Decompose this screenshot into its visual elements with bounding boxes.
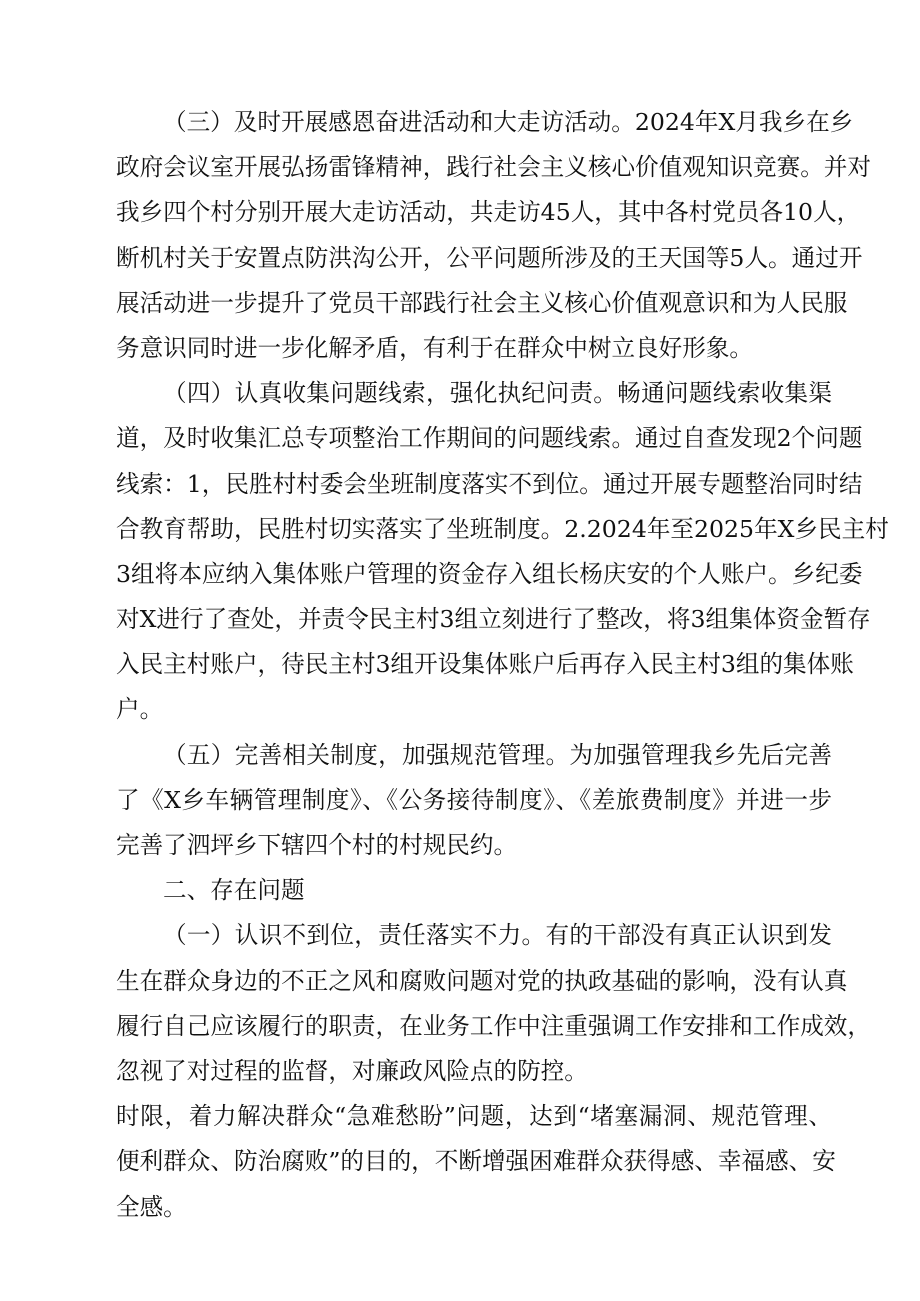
closing-paragraph-line-2: 便利群众、防治腐败”的目的，不断增强困难群众获得感、幸福感、安	[116, 1147, 836, 1176]
paragraph-4-line-8: 户。	[116, 695, 164, 724]
problem-1-line-4: 忽视了对过程的监督，对廉政风险点的防控。	[116, 1056, 588, 1085]
paragraph-3-line-6: 务意识同时进一步化解矛盾，有利于在群众中树立良好形象。	[116, 333, 754, 362]
problem-1-line-2: 生在群众身边的不正之风和腐败问题对党的执政基础的影响，没有认真	[116, 966, 848, 995]
problem-1-line-3: 履行自己应该履行的职责，在业务工作中注重强调工作安排和工作成效，	[116, 1011, 871, 1040]
document-body	[116, 100, 889, 1230]
problem-1-line-1: （一）认识不到位，责任落实不力。有的干部没有真正认识到发	[163, 921, 832, 950]
paragraph-4-line-2: 道，及时收集汇总专项整治工作期间的问题线索。通过自查发现2个问题	[116, 424, 863, 453]
paragraph-3-line-3: 我乡四个村分别开展大走访活动，共走访45人，其中各村党员各10人，	[116, 198, 861, 227]
paragraph-5-line-2: 了《X乡车辆管理制度》、《公务接待制度》、《差旅费制度》并进一步	[116, 785, 832, 814]
paragraph-4-line-4: 合教育帮助，民胜村切实落实了坐班制度。2.2024年至2025年X乡民主村	[116, 514, 889, 543]
paragraph-5-line-1: （五）完善相关制度，加强规范管理。为加强管理我乡先后完善	[163, 740, 832, 769]
paragraph-5-line-3: 完善了泗坪乡下辖四个村的村规民约。	[116, 831, 518, 859]
paragraph-3-line-2: 政府会议室开展弘扬雷锋精神，践行社会主义核心价值观知识竞赛。并对	[116, 153, 871, 182]
paragraph-4-line-1: （四）认真收集问题线索，强化执纪问责。畅通问题线索收集渠	[163, 379, 832, 408]
section-heading-problems: 二、存在问题	[163, 876, 305, 905]
paragraph-4-line-6: 对X进行了查处，并责令民主村3组立刻进行了整改，将3组集体资金暂存	[116, 605, 871, 634]
paragraph-4-line-3: 线索：1，民胜村村委会坐班制度落实不到位。通过开展专题整治同时结	[116, 469, 863, 498]
paragraph-3-line-1: （三）及时开展感恩奋进活动和大走访活动。2024年X月我乡在乡	[163, 108, 854, 136]
paragraph-4-line-7: 入民主村账户，待民主村3组开设集体账户后再存入民主村3组的集体账	[116, 650, 854, 679]
paragraph-3-line-5: 展活动进一步提升了党员干部践行社会主义核心价值观意识和为人民服	[116, 288, 848, 317]
closing-paragraph-line-1: 时限，着力解决群众“急难愁盼”问题，达到“堵塞漏洞、规范管理、	[116, 1102, 832, 1131]
paragraph-3-line-4: 断机村关于安置点防洪沟公开，公平问题所涉及的王天国等5人。通过开	[116, 243, 863, 272]
closing-paragraph-line-3: 全感。	[116, 1192, 187, 1221]
paragraph-4-line-5: 3组将本应纳入集体账户管理的资金存入组长杨庆安的个人账户。乡纪委	[116, 559, 863, 588]
